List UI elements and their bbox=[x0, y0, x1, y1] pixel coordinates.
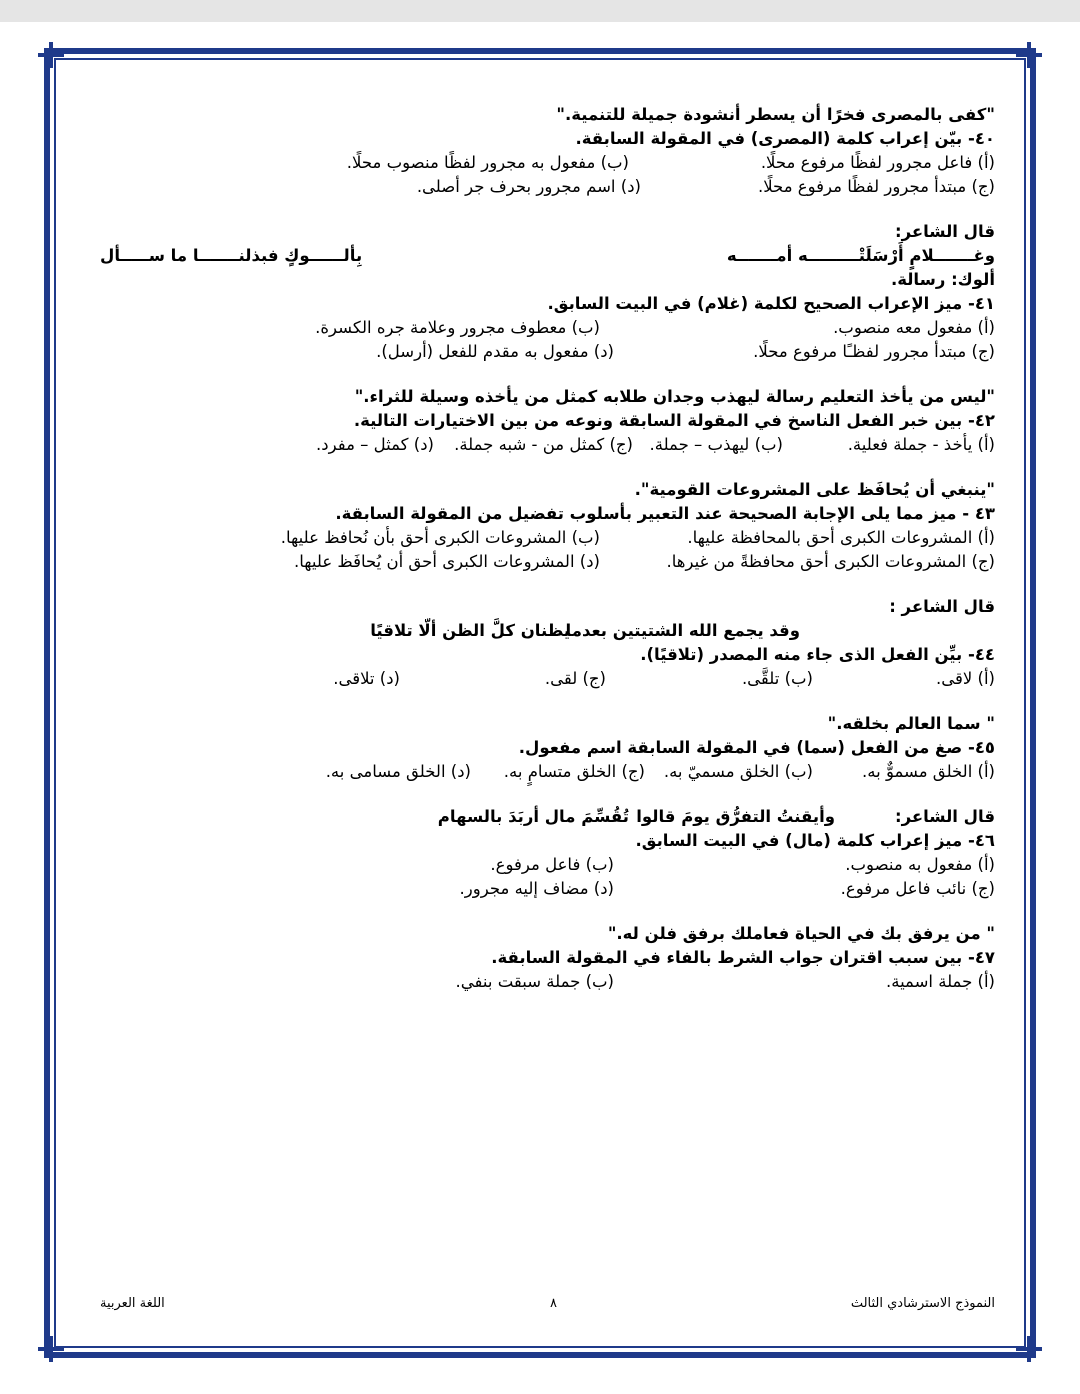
option-d[interactable]: (د) المشروعات الكبرى أحق أن يُحافَظ عليها. bbox=[294, 552, 600, 571]
options-row bbox=[100, 970, 995, 994]
option-a[interactable]: (أ) فاعل مجرور لفظًا مرفوع محلًا. bbox=[760, 153, 995, 172]
page-number: ٨ bbox=[550, 1296, 557, 1311]
option-c[interactable]: (ج) المشروعات الكبرى أحق محافظةً من غيرها. bbox=[666, 552, 995, 571]
options-row bbox=[100, 175, 995, 199]
option-a[interactable]: (أ) جملة اسمية. bbox=[885, 972, 995, 991]
option-c[interactable]: (ج) لقى. bbox=[544, 669, 606, 688]
option-a[interactable]: (أ) الخلق مسموٌّ به. bbox=[862, 762, 995, 781]
verse-second-hemistich: تُقُسِّمَ مال أربَدَ بالسهام bbox=[437, 807, 629, 826]
option-c[interactable]: (ج) نائب فاعل مرفوع. bbox=[840, 879, 995, 898]
options-row bbox=[100, 760, 995, 784]
option-b[interactable]: (ب) المشروعات الكبرى أحق بأن نُحافظ عليها. bbox=[280, 528, 600, 547]
option-d[interactable]: (د) كمثل – مفرد. bbox=[316, 435, 434, 454]
option-d[interactable]: (د) مفعول به مقدم للفعل (أرسل). bbox=[376, 342, 614, 361]
question-47: ٤٧- بين سبب اقتران جواب الشرط بالفاء في المقولة السابقة. bbox=[491, 948, 995, 967]
option-a[interactable]: (أ) لاقى. bbox=[936, 669, 995, 688]
question-41: ٤١- ميز الإعراب الصحيح لكلمة (غلام) في البيت السابق. bbox=[547, 294, 995, 313]
quote: " من يرفق بك في الحياة فعاملك برفق فلن له." bbox=[607, 924, 995, 943]
verse bbox=[100, 805, 995, 829]
options-row bbox=[100, 151, 995, 175]
verse-first-hemistich: وغـــــــلامٍ أَرْسَلَتْـــــــــه أمـــــــه bbox=[726, 246, 995, 265]
poet-label: قال الشاعر: bbox=[894, 807, 995, 826]
corner-ornament bbox=[38, 1336, 64, 1362]
options-row bbox=[100, 667, 995, 691]
options-row bbox=[100, 340, 995, 364]
quote: "ينبغي أن يُحافَظ على المشروعات القومية". bbox=[634, 480, 995, 499]
question-43: ٤٣ - ميز مما يلى الإجابة الصحيحة عند التعبير بأسلوب تفضيل من المقولة السابقة. bbox=[335, 504, 995, 523]
verse-second-hemistich: بِألــــــوكٍ فبذلنـــــــا ما ســـــأل bbox=[100, 246, 363, 265]
question-40: ٤٠- بيّن إعراب كلمة (المصرى) في المقولة السابقة. bbox=[575, 129, 995, 148]
footer-subject: اللغة العربية bbox=[100, 1296, 165, 1311]
page-content bbox=[100, 103, 995, 994]
options-row bbox=[100, 316, 995, 340]
gloss: ألوك: رسالة. bbox=[890, 270, 995, 289]
verse-first-hemistich: وأيقنتُ التفرُّق يومَ قالوا bbox=[636, 807, 835, 826]
option-d[interactable]: (د) مضاف إليه مجرور. bbox=[459, 879, 614, 898]
corner-ornament bbox=[38, 42, 64, 68]
question-45: ٤٥- صغ من الفعل (سما) في المقولة السابقة اسم مفعول. bbox=[518, 738, 995, 757]
option-b[interactable]: (ب) تلقَّى. bbox=[741, 669, 813, 688]
option-b[interactable]: (ب) معطوف مجرور وعلامة جره الكسرة. bbox=[315, 318, 600, 337]
quote: "ليس من يأخذ التعليم رسالة ليهذب وجدان طلابه كمثل من يأخذه وسيلة للثراء." bbox=[354, 387, 995, 406]
corner-ornament bbox=[1016, 42, 1042, 68]
option-b[interactable]: (ب) جملة سبقت بنفي. bbox=[455, 972, 614, 991]
poet-label: قال الشاعر: bbox=[894, 222, 995, 241]
verse bbox=[100, 619, 995, 643]
verse-second-hemistich: يظنان كلَّ الظن ألّا تلاقيًا bbox=[370, 621, 570, 640]
option-a[interactable]: (أ) مفعول معه منصوب. bbox=[833, 318, 995, 337]
option-d[interactable]: (د) اسم مجرور بحرف جر أصلى. bbox=[416, 177, 641, 196]
option-b[interactable]: (ب) مفعول به مجرور لفظًا منصوب محلًا. bbox=[346, 153, 629, 172]
quote: "كفى بالمصرى فخرًا أن يسطر أنشودة جميلة للتنمية." bbox=[556, 105, 995, 124]
poet-label: قال الشاعر : bbox=[889, 597, 995, 616]
option-d[interactable]: (د) تلاقى. bbox=[333, 669, 400, 688]
option-a[interactable]: (أ) يأخذ - جملة فعلية. bbox=[847, 435, 995, 454]
options-row bbox=[100, 526, 995, 550]
options-row bbox=[100, 853, 995, 877]
option-d[interactable]: (د) الخلق مسامى به. bbox=[325, 762, 471, 781]
options-row bbox=[100, 433, 995, 457]
option-c[interactable]: (ج) كمثل من - شبه جملة. bbox=[454, 435, 633, 454]
option-b[interactable]: (ب) الخلق مسميّ به. bbox=[663, 762, 813, 781]
page-footer bbox=[100, 1296, 995, 1316]
verse bbox=[100, 244, 995, 268]
question-46: ٤٦- ميز إعراب كلمة (مال) في البيت السابق. bbox=[635, 831, 995, 850]
options-row bbox=[100, 877, 995, 901]
option-b[interactable]: (ب) ليهذب – جملة. bbox=[649, 435, 783, 454]
corner-ornament bbox=[1016, 1336, 1042, 1362]
options-row bbox=[100, 550, 995, 574]
option-a[interactable]: (أ) مفعول به منصوب. bbox=[845, 855, 995, 874]
footer-exam-title: النموذج الاسترشادي الثالث bbox=[850, 1296, 995, 1311]
option-c[interactable]: (ج) مبتدأ مجرور لفظًا مرفوع محلًا. bbox=[757, 177, 995, 196]
top-strip bbox=[0, 0, 1080, 22]
option-c[interactable]: (ج) الخلق متسامٍ به. bbox=[503, 762, 645, 781]
verse-first-hemistich: وقد يجمع الله الشتيتين بعدما bbox=[565, 621, 800, 640]
quote: " سما العالم بخلقه." bbox=[827, 714, 995, 733]
option-c[interactable]: (ج) مبتدأ مجرور لفظـًا مرفوع محلًا. bbox=[753, 342, 995, 361]
question-44: ٤٤- بيِّن الفعل الذى جاء منه المصدر (تلاقيًا). bbox=[640, 645, 995, 664]
option-a[interactable]: (أ) المشروعات الكبرى أحق بالمحافظة عليها. bbox=[687, 528, 995, 547]
question-42: ٤٢- بين خبر الفعل الناسخ في المقولة السابقة ونوعه من بين الاختيارات التالية. bbox=[353, 411, 995, 430]
option-b[interactable]: (ب) فاعل مرفوع. bbox=[490, 855, 614, 874]
